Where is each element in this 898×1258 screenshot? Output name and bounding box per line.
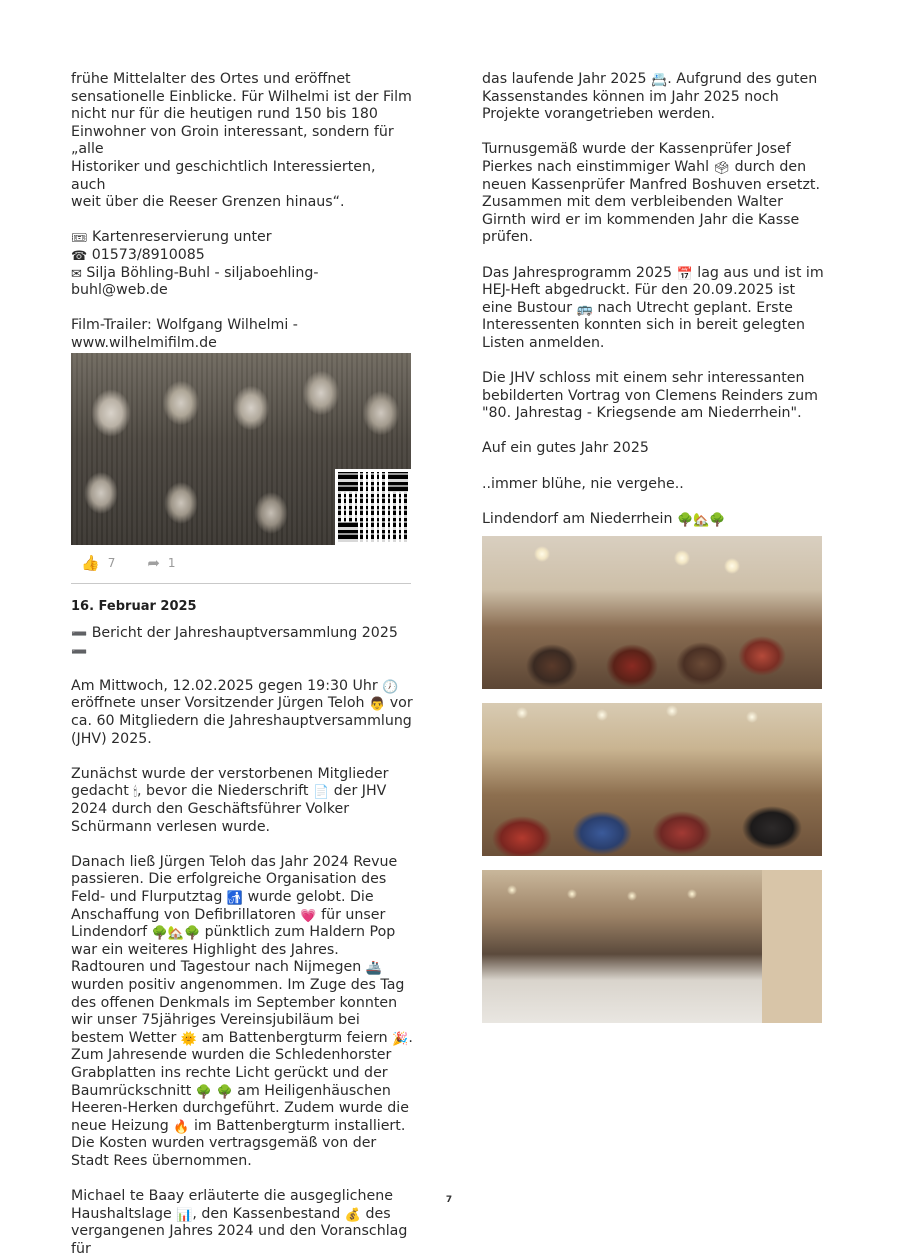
reactions-bar <box>71 545 411 584</box>
calendar-icon: 📅 <box>676 266 693 282</box>
qr-code <box>335 469 411 545</box>
candle-icon: 🕯 <box>133 785 138 801</box>
right-paragraph-4: Die JHV schloss mit einem sehr interessanten bebilderten Vortrag von Clemens Reinders zum "80. Jahrestag - Kriegsende am Niederrhein". <box>482 370 818 422</box>
text: pünktlich zum Haldern Pop war ein weiteres Highlight des Jahres. Radtouren und Tagestour nach Nijmegen <box>71 924 396 976</box>
signature-line <box>482 511 824 529</box>
post-date: 16. Februar 2025 <box>71 598 197 614</box>
tree-icon: 🌳 <box>216 1084 233 1100</box>
trailer-link[interactable]: www.wilhelmifilm.de <box>71 334 217 351</box>
litter-icon: 🚮 <box>226 891 244 906</box>
share-count: 1 <box>167 555 176 570</box>
text: , bevor die Niederschrift <box>137 783 309 800</box>
bus-icon: 🚌 <box>576 301 593 317</box>
text: Michael te Baay erläuterte die ausgeglichene Haushaltslage <box>71 1188 393 1222</box>
text: Lindendorf am Niederrhein <box>482 510 673 527</box>
intro-line: Einwohner von Groin interessant, sondern für „alle <box>71 123 394 158</box>
document-icon: 📄 <box>313 785 330 801</box>
intro-line: nicht nur für die heutigen rund 150 bis 180 <box>71 106 378 123</box>
intro-line: Historiker und geschichtlich Interessierten, auch <box>71 158 376 193</box>
heart-icon: 💗 <box>300 908 317 924</box>
left-column <box>71 71 413 1258</box>
fire-icon: 🔥 <box>173 1119 190 1135</box>
text: Am Mittwoch, 12.02.2025 gegen 19:30 Uhr <box>71 677 378 694</box>
thumbs-up-icon[interactable]: 👍 <box>81 553 100 572</box>
report-title-text: Bericht der Jahreshauptversammlung 2025 <box>91 625 398 642</box>
right-paragraph-2 <box>482 141 824 247</box>
text: Zunächst wurde der verstorbenen Mitglieder gedacht <box>71 765 389 800</box>
contact-email[interactable]: Silja Böhling-Buhl - siljaboehling-buhl@web.de <box>71 264 319 299</box>
historic-photo[interactable] <box>71 353 411 545</box>
chart-icon: 📊 <box>176 1207 193 1223</box>
report-paragraph-2 <box>71 766 413 836</box>
village-trees-icon: 🌳🏡🌳 <box>676 512 726 528</box>
report-title <box>71 625 413 660</box>
sun-icon: 🌞 <box>180 1031 198 1047</box>
like-count: 7 <box>107 555 116 570</box>
text: Turnusgemäß wurde der Kassenprüfer Josef Pierkes nach einstimmiger Wahl <box>482 141 791 175</box>
text: Das Jahresprogramm 2025 <box>482 264 673 281</box>
dash-icon: ➖ <box>71 627 88 643</box>
right-paragraph-1 <box>482 71 824 124</box>
intro-paragraph <box>71 71 413 212</box>
ship-icon: 🚢 <box>365 961 382 977</box>
calculator-icon: 📇 <box>651 73 668 88</box>
text: , den Kassenbestand <box>192 1205 341 1222</box>
envelope-icon: ✉ <box>71 266 82 282</box>
dash-icon: ➖ <box>71 644 88 660</box>
clock-icon: 🕖 <box>382 679 399 695</box>
text: wurden positiv angenommen. Im Zuge des Tag des offenen Denkmals im September konnten wir unser 75jähriges Vereinsjubiläum bei bestem Wetter <box>71 976 405 1046</box>
text: das laufende Jahr 2025 <box>482 71 647 87</box>
intro-line: weit über die Reeser Grenzen hinaus“. <box>71 194 345 211</box>
text: im Battenbergturm installiert. Die Kosten wurden vertragsgemäß von der Stadt Rees übernommen. <box>71 1117 406 1169</box>
ticket-icon: 🎟 <box>71 231 88 247</box>
phone-icon: ☎ <box>71 248 88 264</box>
person-icon: 👨 <box>369 697 386 713</box>
contact-block <box>71 229 413 299</box>
right-column <box>482 71 824 1037</box>
meeting-photo-3[interactable] <box>482 870 822 1023</box>
text: der JHV 2024 durch den Geschäftsführer Volker Schürmann verlesen wurde. <box>71 783 387 835</box>
ballot-icon: 🗳 <box>713 160 731 176</box>
intro-line: sensationelle Einblicke. Für Wilhelmi ist der Film <box>71 88 412 105</box>
text: für unser Lindendorf <box>71 906 386 941</box>
meeting-photo-2[interactable] <box>482 703 822 856</box>
tree-icon: 🌳 <box>195 1084 213 1100</box>
report-paragraph-3 <box>71 854 413 1171</box>
text: wurde gelobt. Die Anschaffung von Defibrillatoren <box>71 889 374 923</box>
text: des vergangenen Jahres 2024 und den Voranschlag für <box>71 1205 408 1257</box>
share-icon[interactable]: ➦ <box>147 553 160 572</box>
text: . Zum Jahresende wurden die Schledenhorster Grabplatten ins rechte Licht gerückt und der Baumrückschnitt <box>71 1029 413 1099</box>
text: durch den neuen Kassenprüfer Manfred Boshuven ersetzt. Zusammen mit dem verbleibenden Walter Girnth wird er im kommenden Jahr die Kasse prüfen. <box>482 158 820 246</box>
intro-line: frühe Mittelalter des Ortes und eröffnet <box>71 71 351 87</box>
village-trees-icon: 🌳🏡🌳 <box>151 926 201 942</box>
text: eröffnete unser Vorsitzender Jürgen Teloh <box>71 695 365 712</box>
text: Danach ließ Jürgen Teloh das Jahr 2024 Revue passieren. Die erfolgreiche Organisation des Feld- und Flurputztag <box>71 853 398 905</box>
text: vor ca. 60 Mitgliedern die Jahreshauptversammlung (JHV) 2025. <box>71 695 413 747</box>
phone-number: 01573/8910085 <box>91 246 205 263</box>
trailer-credit: Film-Trailer: Wolfgang Wilhelmi - <box>71 317 298 334</box>
right-paragraph-5: Auf ein gutes Jahr 2025 <box>482 440 649 457</box>
text: . Aufgrund des guten Kassenstandes können im Jahr 2025 noch Projekte vorangetrieben werden. <box>482 71 818 123</box>
trailer-block <box>71 317 413 352</box>
reservation-label: Kartenreservierung unter <box>92 229 272 246</box>
meeting-photo-1[interactable] <box>482 536 822 689</box>
right-paragraph-3 <box>482 265 824 353</box>
right-paragraph-6: ..immer blühe, nie vergehe.. <box>482 475 684 492</box>
report-paragraph-1 <box>71 678 413 748</box>
text: am Battenbergturm feiern <box>201 1029 388 1046</box>
qr-code-pattern <box>338 472 408 542</box>
text: lag aus und ist im HEJ-Heft abgedruckt. Für den 20.09.2025 ist eine Bustour <box>482 264 824 316</box>
text: nach Utrecht geplant. Erste Interessenten konnten sich in bereit gelegten Listen anmelden. <box>482 299 805 351</box>
page-number: 7 <box>445 1195 453 1205</box>
party-icon: 🎉 <box>392 1031 409 1047</box>
money-bag-icon: 💰 <box>344 1207 361 1223</box>
text: am Heiligenhäuschen Heeren-Herken durchgeführt. Zudem wurde die neue Heizung <box>71 1082 409 1134</box>
